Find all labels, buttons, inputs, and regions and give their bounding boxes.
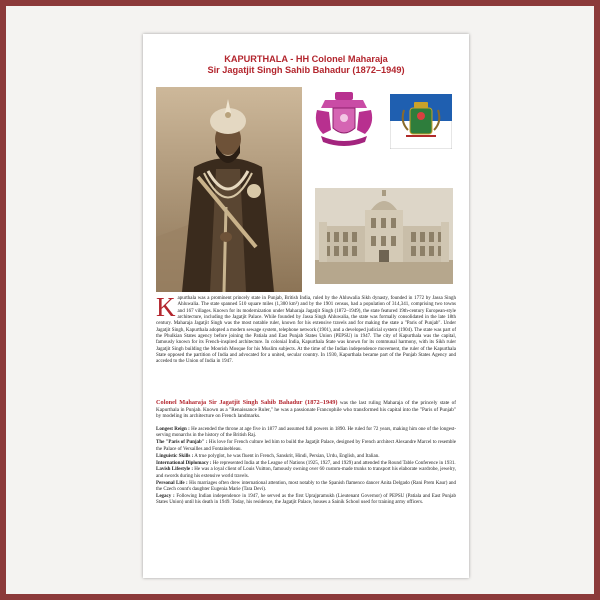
colonel-heading: Colonel Maharaja Sir Jagatjit Singh Sahib Bahadur (1872–1949) bbox=[156, 399, 338, 406]
fact-item bbox=[156, 467, 456, 480]
fact-text: He represented India at the League of Nations (1925, 1927, and 1929) and attended the Round Table Conference in 1931. bbox=[211, 460, 456, 466]
fact-item bbox=[156, 427, 456, 440]
title-line-1: KAPURTHALA - HH Colonel Maharaja bbox=[224, 54, 388, 64]
fact-item bbox=[156, 454, 456, 460]
fact-text: Following Indian independence in 1947, he served as the first Uprajpramukh (Lieutenant Governor) of PEPSU (Patiala and East Punjab States Union) until his death in 1949. Today, his residence, the Jagatjit Palace, houses a Sainik School used for training army officers. bbox=[156, 494, 456, 506]
state-flag-icon bbox=[390, 94, 452, 149]
coat-of-arms-icon bbox=[311, 90, 377, 150]
fact-item bbox=[156, 440, 456, 453]
fact-item bbox=[156, 494, 456, 507]
fact-item bbox=[156, 461, 456, 467]
fact-text: He was a loyal client of Louis Vuitton, famously owning over 60 custom-made trunks to transport his elaborate wardrobe, jewelry, and swords during his extensive world travels. bbox=[156, 467, 456, 479]
fact-label: Legacy : bbox=[156, 494, 175, 499]
portrait-illustration bbox=[156, 87, 302, 292]
poster-mat bbox=[6, 6, 594, 594]
colonel-text: was the last ruling Maharaja of the princely state of Kapurthala in Punjab. Known as a "Renaissance Ruler," he was a passionate Francophile who transformed his capital into the "Paris of Punjab" by modeling its architecture on French landmarks. bbox=[156, 400, 456, 419]
drop-cap: K bbox=[156, 292, 176, 322]
portrait-photo bbox=[156, 87, 302, 292]
fact-item bbox=[156, 481, 456, 494]
page-title bbox=[143, 54, 469, 76]
fact-text: He ascended the throne at age five in 1877 and assumed full powers in 1890. He ruled for 72 years, making him one of the longest-serving monarchs in the history of the British Raj. bbox=[156, 427, 456, 439]
fact-text: A true polyglot, he was fluent in French, Sanskrit, Hindi, Persian, Urdu, English, and Italian. bbox=[193, 453, 380, 459]
fact-text: His marriages often drew international attention, most notably to the Spanish flamenco dancer Anita Delgado (Rani Prem Kaur) and the Czech count's daughter Eugenia Marie (Tara Devi). bbox=[156, 480, 456, 493]
intro-text: apurthala was a prominent princely state in Punjab, British India, ruled by the Ahluwalia Sikh dynasty, founded in 1772 by Jassa Singh Ahluwalia. The state spanned 510 square miles (1,300 km²) and by the 1901 census, had a population of 314,341, comprising two towns and 167 villages. Known for its modernization under Maharaja Jagatjit Singh (1872–1949), the state featured 19th-century European-style architecture, including the Jagatjit Palace. While founded by Jassa Singh Ahluwalia, the state was formally consolidated in the late 18th century. Maharaja Jagatjit Singh was the most notable ruler, known for his extensive travels and for making the state a "Paris of Punjab". Under Jagatjit Singh, Kapurthala adopted a modern sewage system, telephone network (1901), and a developed judicial system (1904). The state was part of the Phulkian States agency before joining the Patiala and East Punjab States Union (PEPSU) in 1947. The city of Kapurthala was the capital, famously known for its French-inspired architecture. In colonial India, Kapurthala State was known for its communal harmony, with its Sikh ruler Jagatjit Singh building the Moorish Mosque for his Muslim subjects. At the time of the Indian independence movement, the ruler of the Kapurthala State opposed the partition of India and advocated for a united, secular country. In 1930, Kapurthala became part of the Punjab States Agency and acceded to the Union of India in 1947. bbox=[156, 296, 456, 365]
fact-label: Linguistic Skills : bbox=[156, 453, 194, 459]
fact-label: Lavish Lifestyle : bbox=[156, 467, 194, 473]
colonel-paragraph bbox=[156, 400, 456, 420]
facts-list bbox=[156, 427, 456, 507]
intro-paragraph bbox=[156, 292, 456, 366]
fact-text: His love for French culture led him to build the Jagatjit Palace, designed by French architect Alexandre Marcel to resemble the Palace of Versailles and Fontainebleau. bbox=[156, 440, 456, 452]
poster-sheet bbox=[143, 34, 469, 578]
fact-label: International Diplomacy : bbox=[156, 460, 212, 466]
title-line-2: Sir Jagatjit Singh Sahib Bahadur (1872–1949) bbox=[207, 65, 405, 75]
palace-photo bbox=[315, 188, 453, 284]
fact-label: The "Paris of Punjab" : bbox=[156, 440, 208, 446]
fact-label: Longest Reign : bbox=[156, 427, 190, 432]
fact-label: Personal Life : bbox=[156, 480, 188, 486]
